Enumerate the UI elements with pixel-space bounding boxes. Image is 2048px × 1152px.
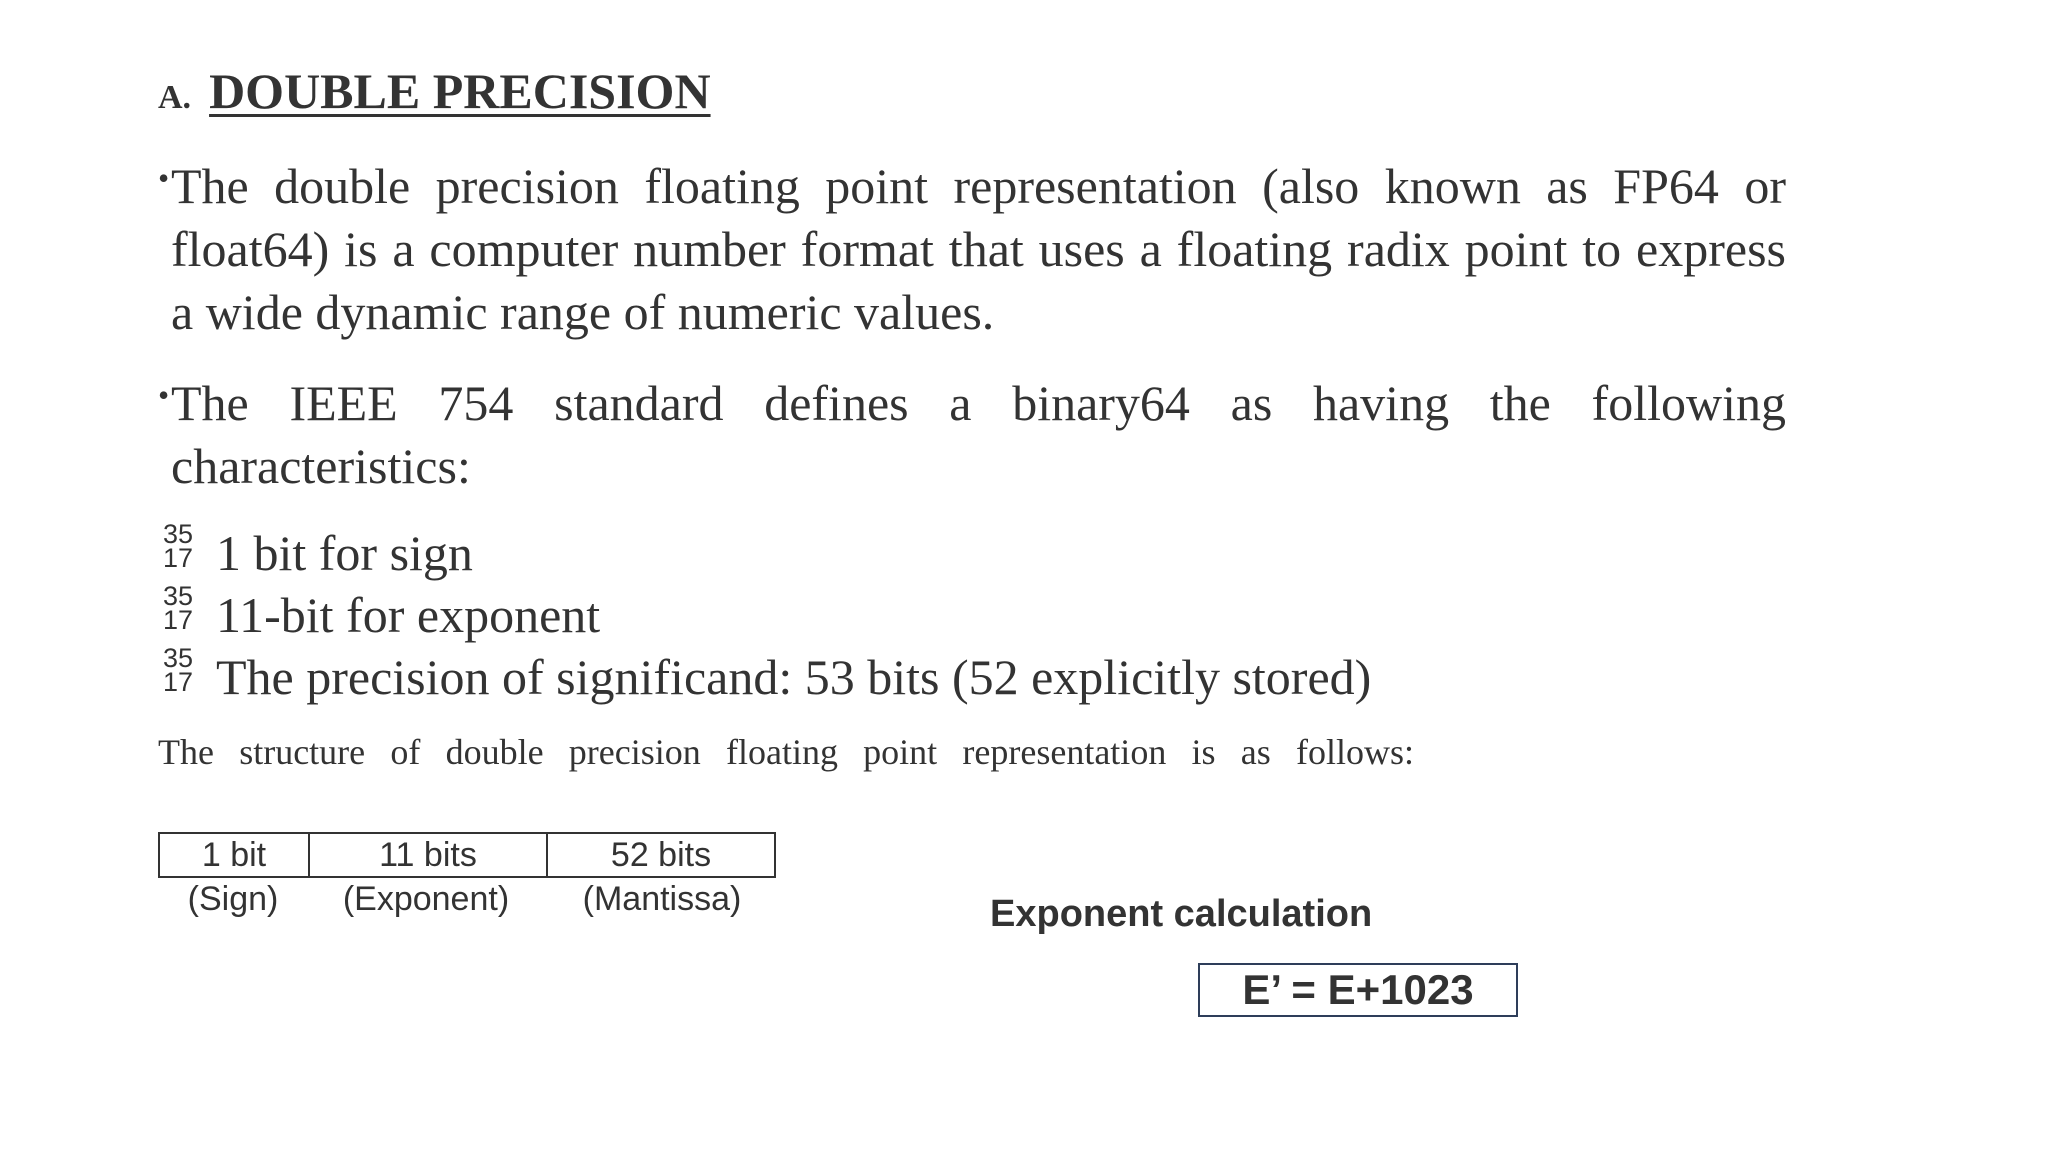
bullet-paragraph	[158, 155, 1786, 344]
table-row	[159, 833, 775, 877]
bullet-dot: •	[158, 377, 170, 413]
list-item-text: 1 bit for sign	[216, 525, 473, 581]
marker-bottom: 17	[162, 543, 194, 573]
mantissa-label: (Mantissa)	[582, 880, 742, 918]
bullet-paragraph	[158, 372, 1786, 498]
section-heading	[158, 62, 711, 120]
marker-bottom: 17	[162, 667, 194, 697]
marker-top: 35	[162, 581, 194, 611]
list-item-text: The precision of significand: 53 bits (52 explicitly stored)	[216, 649, 1372, 705]
bullet-dot: •	[158, 160, 170, 196]
bit-layout-table	[158, 832, 776, 878]
list-marker	[160, 519, 196, 573]
section-title: DOUBLE PRECISION	[209, 63, 711, 119]
marker-bottom: 17	[162, 605, 194, 635]
section-letter: A.	[158, 79, 192, 116]
sign-label: (Sign)	[187, 880, 279, 918]
marker-top: 35	[162, 643, 194, 673]
exponent-calculation-title: Exponent calculation	[990, 893, 1373, 935]
list-marker	[160, 581, 196, 635]
bullet-text: The double precision floating point representation (also known as FP64 or float64) is a computer number format that uses a floating radix point to express a wide dynamic range of numeric values.	[171, 158, 1786, 340]
exponent-bits-cell: 11 bits	[309, 833, 547, 877]
sign-bit-cell: 1 bit	[159, 833, 309, 877]
marker-top: 35	[162, 519, 194, 549]
exponent-formula-box: E’ = E+1023	[1198, 963, 1518, 1017]
structure-note: The structure of double precision floating point representation is as follows:	[158, 732, 1414, 772]
list-item-text: 11-bit for exponent	[216, 587, 601, 643]
list-marker	[160, 643, 196, 697]
mantissa-bits-cell: 52 bits	[547, 833, 775, 877]
bullet-text: The IEEE 754 standard defines a binary64 as having the following characteristics:	[171, 375, 1786, 494]
exponent-label: (Exponent)	[342, 880, 510, 918]
